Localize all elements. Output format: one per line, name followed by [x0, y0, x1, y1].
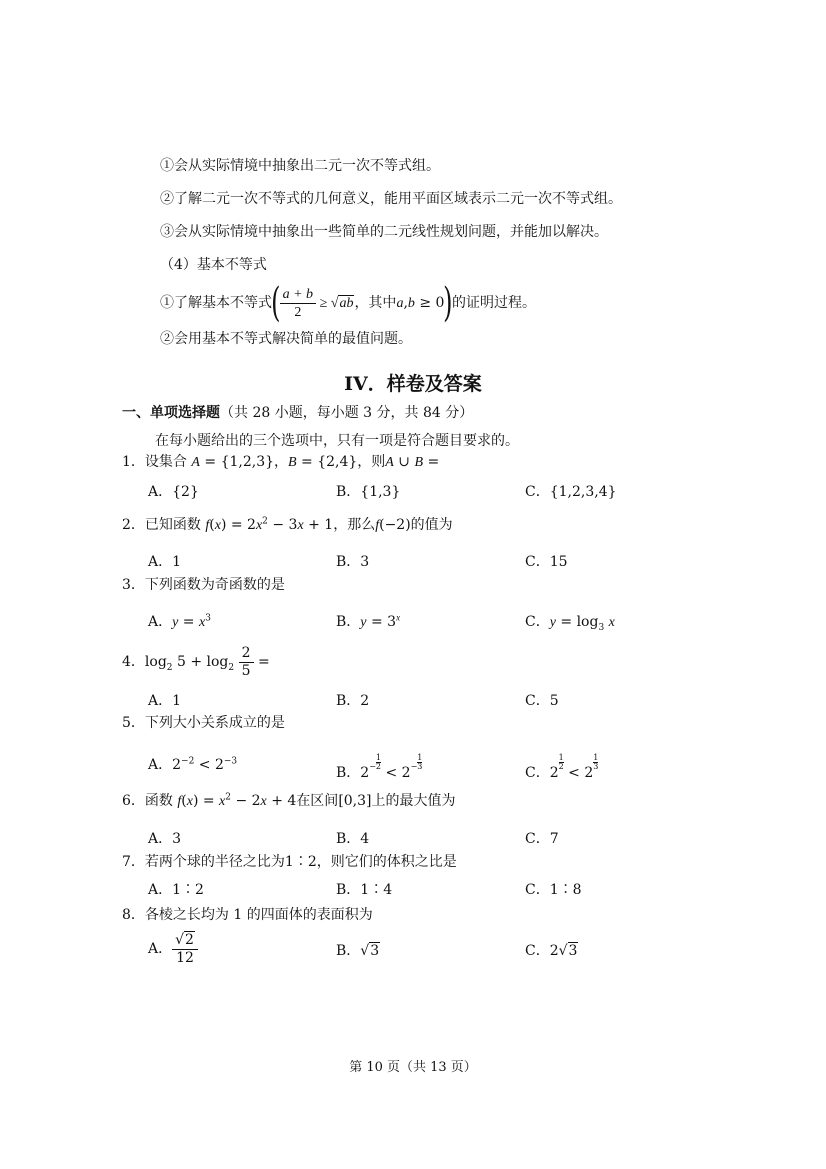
option-label: B．	[336, 614, 361, 630]
question-text: ，那么	[333, 517, 376, 533]
question-text: 的值为	[410, 517, 453, 533]
question-1: 1．设集合 A = {1,2,3}，B = {2,4}，则A ∪ B =	[122, 454, 440, 470]
option-label: B．	[336, 943, 361, 959]
question-7: 7．若两个球的半径之比为1∶2，则它们的体积之比是	[122, 854, 457, 870]
question-4: 4．$\log_2 5 + \log_2$ $\frac{2}{5}$ =	[122, 644, 270, 679]
question-text: 设集合	[144, 454, 187, 470]
option-b[interactable]: B．4	[336, 831, 370, 847]
option-label: B．	[336, 765, 361, 781]
intro-line-5-post: 的证明过程。	[452, 295, 537, 311]
question-text: 上的最大值为	[371, 793, 456, 809]
section-one-note: （共 28 小题，每小题 3 分，共 84 分）	[220, 405, 474, 421]
option-c[interactable]: C．{1,2,3,4}	[525, 484, 617, 500]
section-one-title	[122, 404, 473, 422]
question-5	[122, 714, 285, 732]
option-label: A．	[148, 757, 173, 773]
question-3	[122, 576, 285, 594]
option-b[interactable]: B．1∶4	[336, 882, 393, 898]
option-a[interactable]: A．1	[148, 693, 182, 709]
intro-line-5-mid: ，其中	[354, 295, 397, 311]
question-8	[122, 906, 373, 924]
option-b[interactable]: B．3	[336, 554, 370, 570]
option-c[interactable]: C．5	[525, 693, 559, 709]
question-text: 下列函数为奇函数的是	[144, 577, 285, 593]
option-label: A．	[148, 484, 173, 500]
intro-line-1: ①会从实际情境中抽象出二元一次不等式组。	[160, 158, 440, 174]
option-label: C．	[525, 614, 550, 630]
intro-line-5: ①了解基本不等式( $\frac{a + b}{2}$ ≥ √ab，其中a,b ≥ 0)的证明过程。	[160, 280, 537, 326]
question-text: 函数	[144, 793, 173, 809]
option-a[interactable]: A．3	[148, 831, 182, 847]
question-number: 4．	[122, 654, 145, 670]
intro-line-3: ③会从实际情境中抽象出一些简单的二元线性规划问题，并能加以解决。	[160, 224, 608, 240]
option-label: C．	[525, 765, 550, 781]
option-label: C．	[525, 484, 550, 500]
question-text: 若两个球的半径之比为	[144, 854, 285, 870]
intro-line-2: ②了解二元一次不等式的几何意义，能用平面区域表示二元一次不等式组。	[160, 191, 622, 207]
question-number: 8．	[122, 907, 145, 923]
question-number: 5．	[122, 715, 145, 731]
question-2: 2．已知函数 $f(x) = 2x^2 - 3x + 1$，那么f(−2)的值为	[122, 516, 453, 533]
question-number: 2．	[122, 517, 145, 533]
question-text: 下列大小关系成立的是	[144, 715, 285, 731]
question-text: ，则它们的体积之比是	[316, 854, 457, 870]
section-one-instruction: 在每小题给出的三个选项中，只有一项是符合题目要求的。	[155, 433, 519, 449]
question-6: 6．函数 $f(x) = x^2 - 2x + 4$在区间[0,3]上的最大值为	[122, 792, 456, 809]
page-footer: 第 10 页（共 13 页）	[349, 1060, 477, 1075]
option-b[interactable]: B．{1,3}	[336, 484, 401, 500]
option-label: A．	[148, 941, 173, 957]
option-b[interactable]: B．2	[336, 693, 370, 709]
option-a[interactable]: A．1	[148, 554, 182, 570]
option-a[interactable]: A．1∶2	[148, 882, 204, 898]
intro-line-6: ②会用基本不等式解决简单的最值问题。	[160, 331, 412, 347]
option-c[interactable]: C．2 $\frac{1}{2}$ < 2 $\frac{1}{3}$	[525, 753, 599, 781]
question-number: 3．	[122, 577, 145, 593]
option-label: B．	[336, 484, 361, 500]
question-number: 1．	[122, 454, 145, 470]
question-text: ，则	[357, 454, 386, 470]
option-b[interactable]: B．2− $\frac{1}{2}$ < 2− $\frac{1}{3}$	[336, 753, 423, 781]
question-text: 在区间	[296, 793, 339, 809]
option-c[interactable]: C．7	[525, 831, 559, 847]
option-c[interactable]: C．15	[525, 554, 568, 570]
intro-line-5-pre: ①了解基本不等式	[160, 295, 272, 311]
option-a[interactable]: A．$y = x^3$	[148, 613, 211, 630]
question-number: 7．	[122, 854, 145, 870]
section-one-label: 一、单项选择题	[122, 405, 220, 421]
subsection-basic-inequality: （4）基本不等式	[160, 257, 267, 273]
option-a[interactable]: A．$2^{-2} < 2^{-3}$	[148, 756, 238, 773]
question-number: 6．	[122, 793, 145, 809]
question-text: 已知函数	[144, 517, 201, 533]
option-c[interactable]: C．2√3	[525, 943, 578, 959]
option-label: C．	[525, 943, 550, 959]
option-a[interactable]: A． $\frac{√2}{12}$	[148, 930, 198, 968]
section-heading: IV．样卷及答案	[344, 373, 482, 395]
fraction-a-plus-b-over-2: $\frac{a + b}{2}$	[280, 286, 316, 321]
question-text: 各棱之长均为 1 的四面体的表面积为	[144, 907, 373, 923]
option-b[interactable]: B．√3	[336, 943, 380, 959]
option-b[interactable]: B．$y = 3^x$	[336, 612, 401, 630]
option-label: A．	[148, 614, 173, 630]
option-c[interactable]: C．$y = \log_3 x$	[525, 614, 615, 633]
option-a[interactable]: A．{2}	[148, 484, 199, 500]
option-c[interactable]: C．1∶8	[525, 882, 582, 898]
